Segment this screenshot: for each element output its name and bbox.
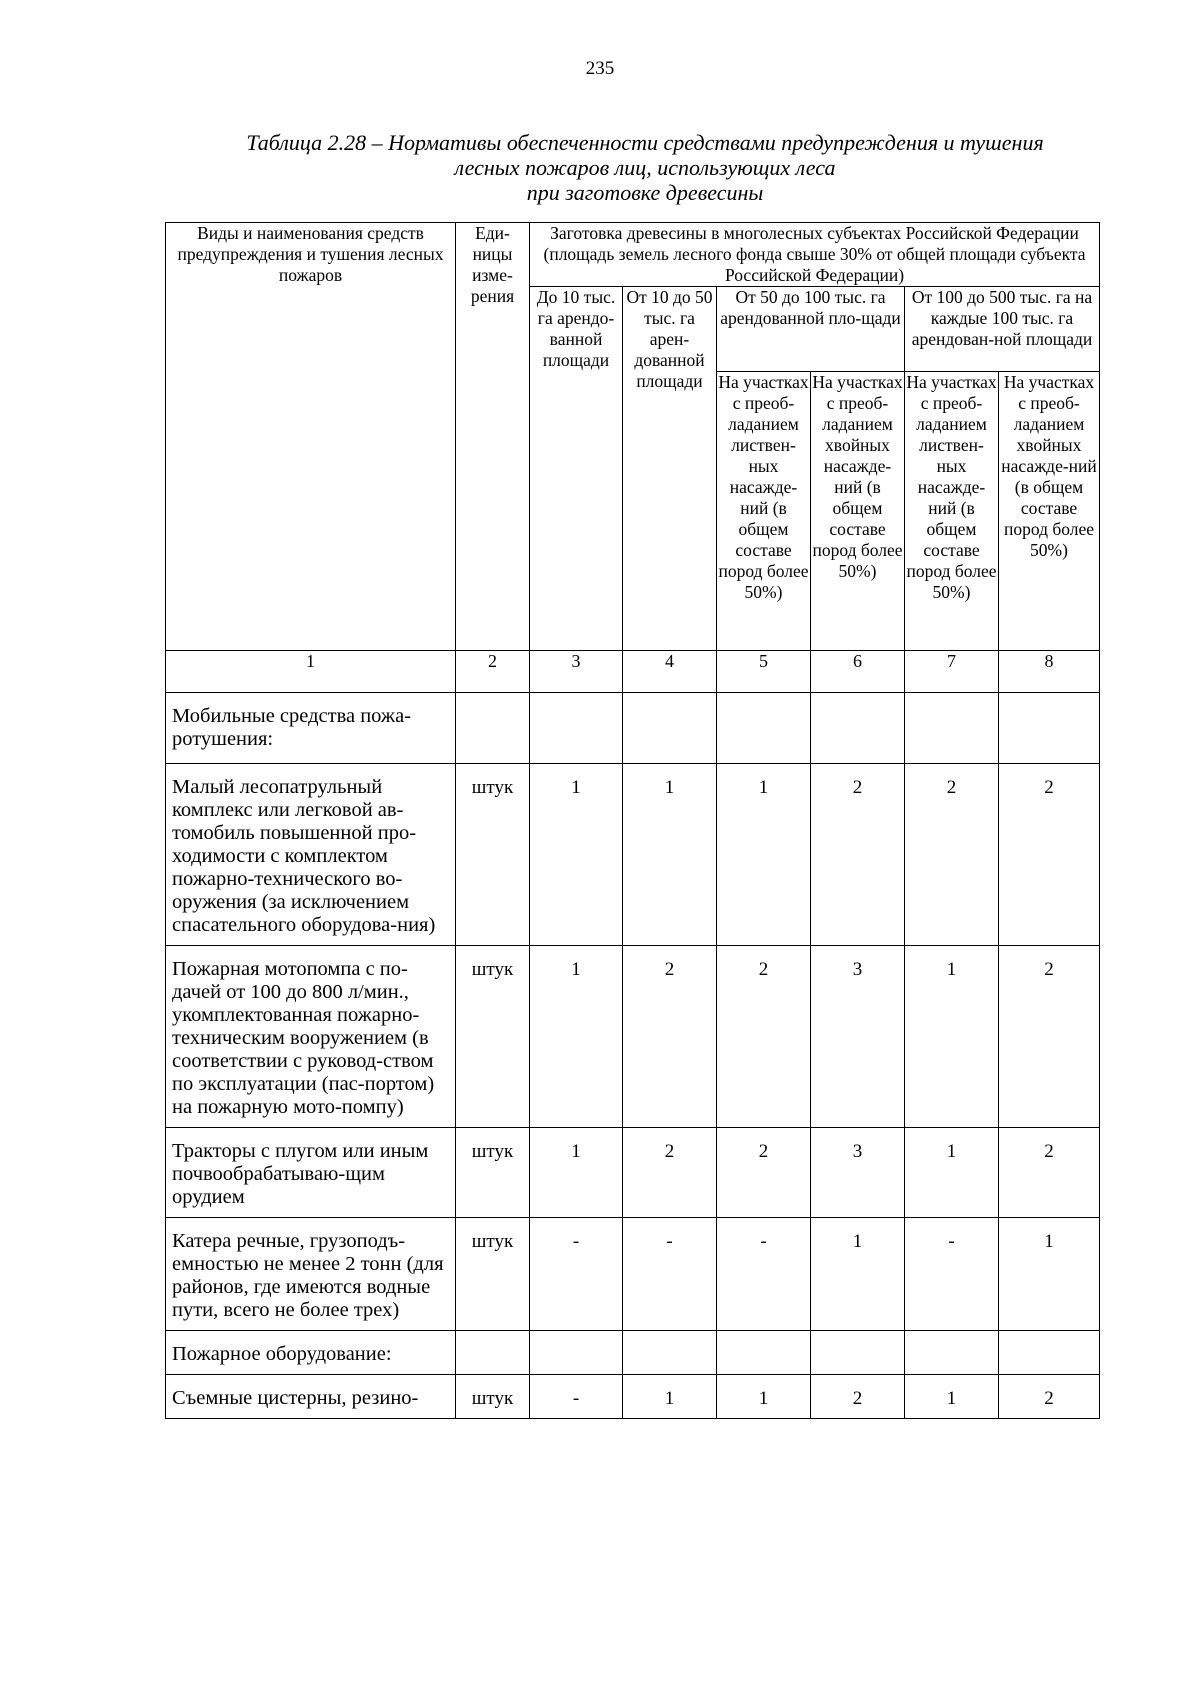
row-value: 1: [530, 764, 623, 946]
caption-line-1: Таблица 2.28 – Нормативы обеспеченности средствами предупреждения и тушения: [246, 130, 1044, 155]
column-number: 3: [530, 651, 623, 693]
caption-line-2: лесных пожаров лиц, использующих леса: [454, 155, 836, 180]
row-value: [905, 1331, 999, 1375]
column-number: 2: [456, 651, 530, 693]
row-value: 3: [811, 1128, 905, 1218]
row-name: Пожарная мотопомпа с по-дачей от 100 до 800 л/мин., укомплектованная пожарно-техническим вооружением (в соответствии с руковод-ством по эксплуатации (пас-портом) на пожарную мото-помпу): [166, 946, 456, 1128]
column-number: 4: [623, 651, 717, 693]
row-unit: штук: [456, 946, 530, 1128]
row-value: 2: [717, 1128, 811, 1218]
row-unit: штук: [456, 764, 530, 946]
header-col-3: До 10 тыс. га арендо-ванной площади: [530, 287, 623, 651]
row-value: 1: [905, 946, 999, 1128]
row-value: 2: [623, 946, 717, 1128]
row-value: 2: [623, 1128, 717, 1218]
row-value: 1: [999, 1218, 1100, 1331]
row-value: 1: [623, 1375, 717, 1419]
table-row: [166, 1331, 1100, 1375]
column-number: 6: [811, 651, 905, 693]
column-number: 5: [717, 651, 811, 693]
row-value: 3: [811, 946, 905, 1128]
row-value: 2: [999, 1128, 1100, 1218]
row-value: 1: [530, 1128, 623, 1218]
header-group-7-8: От 100 до 500 тыс. га на каждые 100 тыс. га арендован-ной площади: [905, 287, 1100, 372]
table-caption: [180, 130, 1110, 205]
norms-table: [165, 222, 1100, 1419]
row-value: [717, 693, 811, 764]
row-value: [530, 693, 623, 764]
row-value: 1: [717, 764, 811, 946]
row-unit: штук: [456, 1218, 530, 1331]
row-value: 2: [717, 946, 811, 1128]
row-value: [999, 693, 1100, 764]
row-value: 1: [905, 1128, 999, 1218]
row-value: [717, 1331, 811, 1375]
row-value: [999, 1331, 1100, 1375]
row-unit: [456, 693, 530, 764]
table-row: [166, 1375, 1100, 1419]
table-row: [166, 946, 1100, 1128]
row-value: -: [717, 1218, 811, 1331]
row-name: Мобильные средства пожа-ротушения:: [166, 693, 456, 764]
row-value: -: [905, 1218, 999, 1331]
row-value: [811, 693, 905, 764]
column-number: 1: [166, 651, 456, 693]
row-value: -: [530, 1218, 623, 1331]
column-number: 8: [999, 651, 1100, 693]
header-row-1: [166, 223, 1100, 287]
row-value: 1: [717, 1375, 811, 1419]
column-number-row: [166, 651, 1100, 693]
row-value: 2: [811, 764, 905, 946]
row-value: [905, 693, 999, 764]
row-value: -: [530, 1375, 623, 1419]
header-unit: Еди-ницы изме-рения: [456, 223, 530, 651]
row-value: 1: [905, 1375, 999, 1419]
row-value: 1: [623, 764, 717, 946]
row-name: Пожарное оборудование:: [166, 1331, 456, 1375]
row-value: 2: [999, 1375, 1100, 1419]
row-value: [811, 1331, 905, 1375]
row-value: [623, 1331, 717, 1375]
header-group: Заготовка древесины в многолесных субъектах Российской Федерации (площадь земель лесного фонда свыше 30% от общей площади субъекта Российской Федерации): [530, 223, 1100, 287]
row-value: [623, 693, 717, 764]
row-value: 1: [530, 946, 623, 1128]
row-value: [530, 1331, 623, 1375]
row-value: -: [623, 1218, 717, 1331]
table-row: [166, 1128, 1100, 1218]
row-unit: штук: [456, 1128, 530, 1218]
header-col-4: От 10 до 50 тыс. га арен-дованной площади: [623, 287, 717, 651]
header-col-5: На участках с преоб-ладанием листвен-ных насажде-ний (в общем составе пород более 50%): [717, 372, 811, 651]
caption-line-3: при заготовке древесины: [526, 180, 764, 205]
header-col-7: На участках с преоб-ладанием листвен-ных насажде-ний (в общем составе пород более 50%): [905, 372, 999, 651]
row-name: Съемные цистерны, резино-: [166, 1375, 456, 1419]
table-row: [166, 1218, 1100, 1331]
header-type-name: Виды и наименования средств предупреждения и тушения лесных пожаров: [166, 223, 456, 651]
table-row: [166, 693, 1100, 764]
row-value: 2: [905, 764, 999, 946]
page-number: 235: [585, 58, 615, 79]
row-name: Катера речные, грузоподъ-емностью не менее 2 тонн (для районов, где имеются водные пути, всего не более трех): [166, 1218, 456, 1331]
row-value: 2: [999, 946, 1100, 1128]
header-group-5-6: От 50 до 100 тыс. га арендованной пло-щади: [717, 287, 905, 372]
row-unit: [456, 1331, 530, 1375]
table-row: [166, 764, 1100, 946]
row-name: Тракторы с плугом или иным почвообрабатываю-щим орудием: [166, 1128, 456, 1218]
row-name: Малый лесопатрульный комплекс или легковой ав-томобиль повышенной про-ходимости с комплектом пожарно-технического во-оружения (за исключением спасательного оборудова-ния): [166, 764, 456, 946]
header-col-8: На участках с преоб-ладанием хвойных насажде-ний (в общем составе пород более 50%): [999, 372, 1100, 651]
row-value: 2: [811, 1375, 905, 1419]
row-value: 1: [811, 1218, 905, 1331]
header-col-6: На участках с преоб-ладанием хвойных насажде-ний (в общем составе пород более 50%): [811, 372, 905, 651]
row-unit: штук: [456, 1375, 530, 1419]
row-value: 2: [999, 764, 1100, 946]
column-number: 7: [905, 651, 999, 693]
